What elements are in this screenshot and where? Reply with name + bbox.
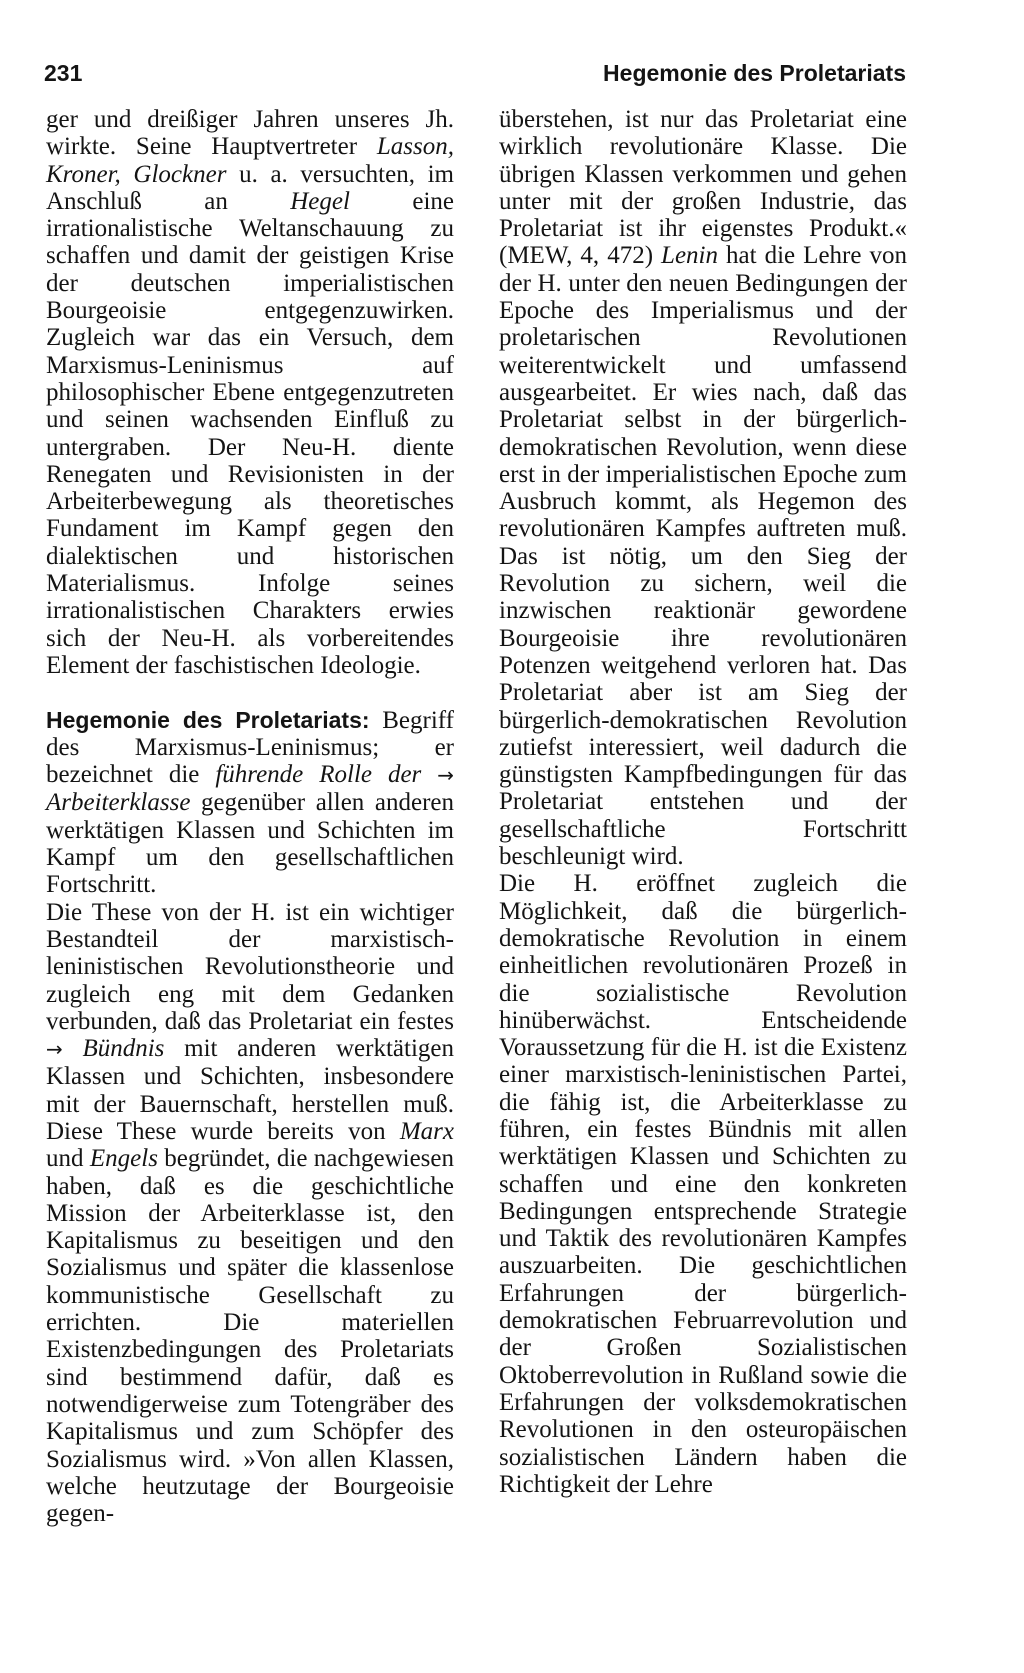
- hegemonie-entry: [46, 707, 454, 899]
- text-run: hat die Lehre von der H. unter den neuen Bedingungen der Epoche des Imperialismus und der proletarischen Revolutionen weiterentwickelt und umfassend ausgearbeitet. Er wies nach, daß das Proletariat selbst in der bürgerlich-demokratischen Revolution, wenn diese erst in der imperialistischen Epoche zum Ausbruch kommt, als Hegemon des revolutionären Kampfes auftreten muß. Das ist nötig, um den Sieg der Revolution zu sichern, weil die inzwischen reaktionär gewordene Bourgeoisie ihre revolutionären Potenzen weitgehend verloren hat. Das Proletariat aber ist am Sieg der bürgerlich-demokratischen Revolution zutiefst interessiert, weil dadurch die günstigsten Kampfbedingungen für das Proletariat entstehen und der gesellschaftliche Fortschritt beschleunigt wird.: [499, 242, 907, 871]
- entry-headword: Hegemonie des Proletariats:: [46, 706, 370, 733]
- role-emphasis: führende Rolle der: [215, 761, 422, 789]
- paragraph-gap: [46, 679, 454, 706]
- running-head: Hegemonie des Proletariats: [603, 60, 906, 86]
- names-vertreter: Lasson, Kroner, Glockner: [46, 133, 454, 188]
- text-run: u. a. versuchten, im Anschluß an: [46, 160, 454, 215]
- text-run: Begriff des Marxismus-Leninismus; er bezeichnet die: [46, 706, 454, 789]
- text-run: eine irrationalistische Weltanschauung zu schaffen und damit der geistigen Krise der deutschen imperialistischen Bourgeoisie entgegenzuwirken. Zugleich war das ein Versuch, dem Marxismus-Leninismus auf philosophischer Ebene entgegenzutreten und seinen wachsenden Einfluß zu untergraben. Der Neu-H. diente Renegaten und Revisionisten in der Arbeiterbewegung als theoretisches Fundament im Kampf gegen den dialektischen und historischen Materialismus. Infolge seines irrationalistischen Charakters erwies sich der Neu-H. als vorbereitendes Element der faschistischen Ideologie.: [46, 187, 455, 679]
- text-run: Die H. eröffnet zugleich die Möglichkeit, daß die bürgerlich-demokratische Revolution in einem einheitlichen revolutionären Prozeß in die sozialistische Revolution hinüberwächst. Entscheidende Voraussetzung für die H. ist die Existenz einer marxistisch-leninistischen Partei, die fähig ist, die Arbeiterklasse zu führen, ein festes Bündnis mit allen werktätigen Klassen und Schichten zu schaffen und eine den konkreten Bedingungen entsprechende Strategie und Taktik des revolutionären Kampfes auszuarbeiten. Die geschichtlichen Erfahrungen der bürgerlich-demokratischen Februarrevolution und der Großen Sozialistischen Oktoberrevolution in Rußland sowie die Erfahrungen der volksdemokratischen Revolutionen in den osteuropäischen sozialistischen Ländern haben die Richtigkeit der Lehre: [499, 870, 907, 1498]
- text-run: mit anderen werktätigen Klassen und Schichten, insbesondere mit der Bauernschaft, herstellen muß. Diese These wurde bereits von: [46, 1035, 454, 1145]
- cross-reference-arrow-icon: →: [437, 763, 454, 788]
- right-column: [499, 106, 907, 1498]
- name-lenin: Lenin: [661, 242, 718, 270]
- these-paragraph: [46, 899, 454, 1528]
- text-run: Die These von der H. ist ein wichtiger Bestandteil der marxistisch-leninistischen Revolutionstheorie und zugleich eng mit dem Gedanken verbunden, daß das Proletariat ein festes: [46, 898, 454, 1035]
- neu-hegelianismus-continuation: [46, 106, 454, 679]
- text-run: begründet, die nachgewiesen haben, daß es die geschichtliche Mission der Arbeiterklasse ist, den Kapitalismus zu beseitigen und den Sozialismus und später die klassenlose kommunistische Gesellschaft zu errichten. Die materiellen Existenzbedingungen des Proletariats sind bestimmend dafür, daß es notwendigerweise zum Totengräber des Kapitalismus und zum Schöpfer des Sozialismus wird. »Von allen Klassen, welche heutzutage der Bourgeoisie gegen-: [46, 1145, 455, 1528]
- quote-paragraph: [499, 106, 907, 870]
- name-engels: Engels: [89, 1145, 158, 1173]
- cross-reference-arbeiterklasse[interactable]: Arbeiterklasse: [46, 789, 191, 817]
- text-run: überstehen, ist nur das Proletariat eine wirklich revolutionäre Klasse. Die übrigen Klassen verkommen und gehen unter mit der großen Industrie, das Proletariat ist ihr eigenstes Produkt.« (MEW, 4, 472): [499, 106, 907, 270]
- text-run: und: [46, 1145, 90, 1173]
- text-run: ger und dreißiger Jahren unseres Jh. wirkte. Seine Hauptvertreter: [46, 106, 454, 161]
- left-column: [46, 106, 454, 1527]
- moeglichkeit-paragraph: [499, 870, 907, 1498]
- cross-reference-buendnis[interactable]: Bündnis: [82, 1035, 165, 1063]
- text-run: gegenüber allen anderen werktätigen Klassen und Schichten im Kampf um den gesellschaftlichen Fortschritt.: [46, 789, 454, 899]
- page-header: [44, 56, 906, 90]
- cross-reference-arrow-icon: →: [46, 1037, 63, 1062]
- name-marx: Marx: [399, 1117, 454, 1145]
- page-number: 231: [44, 60, 83, 86]
- name-hegel: Hegel: [290, 187, 350, 215]
